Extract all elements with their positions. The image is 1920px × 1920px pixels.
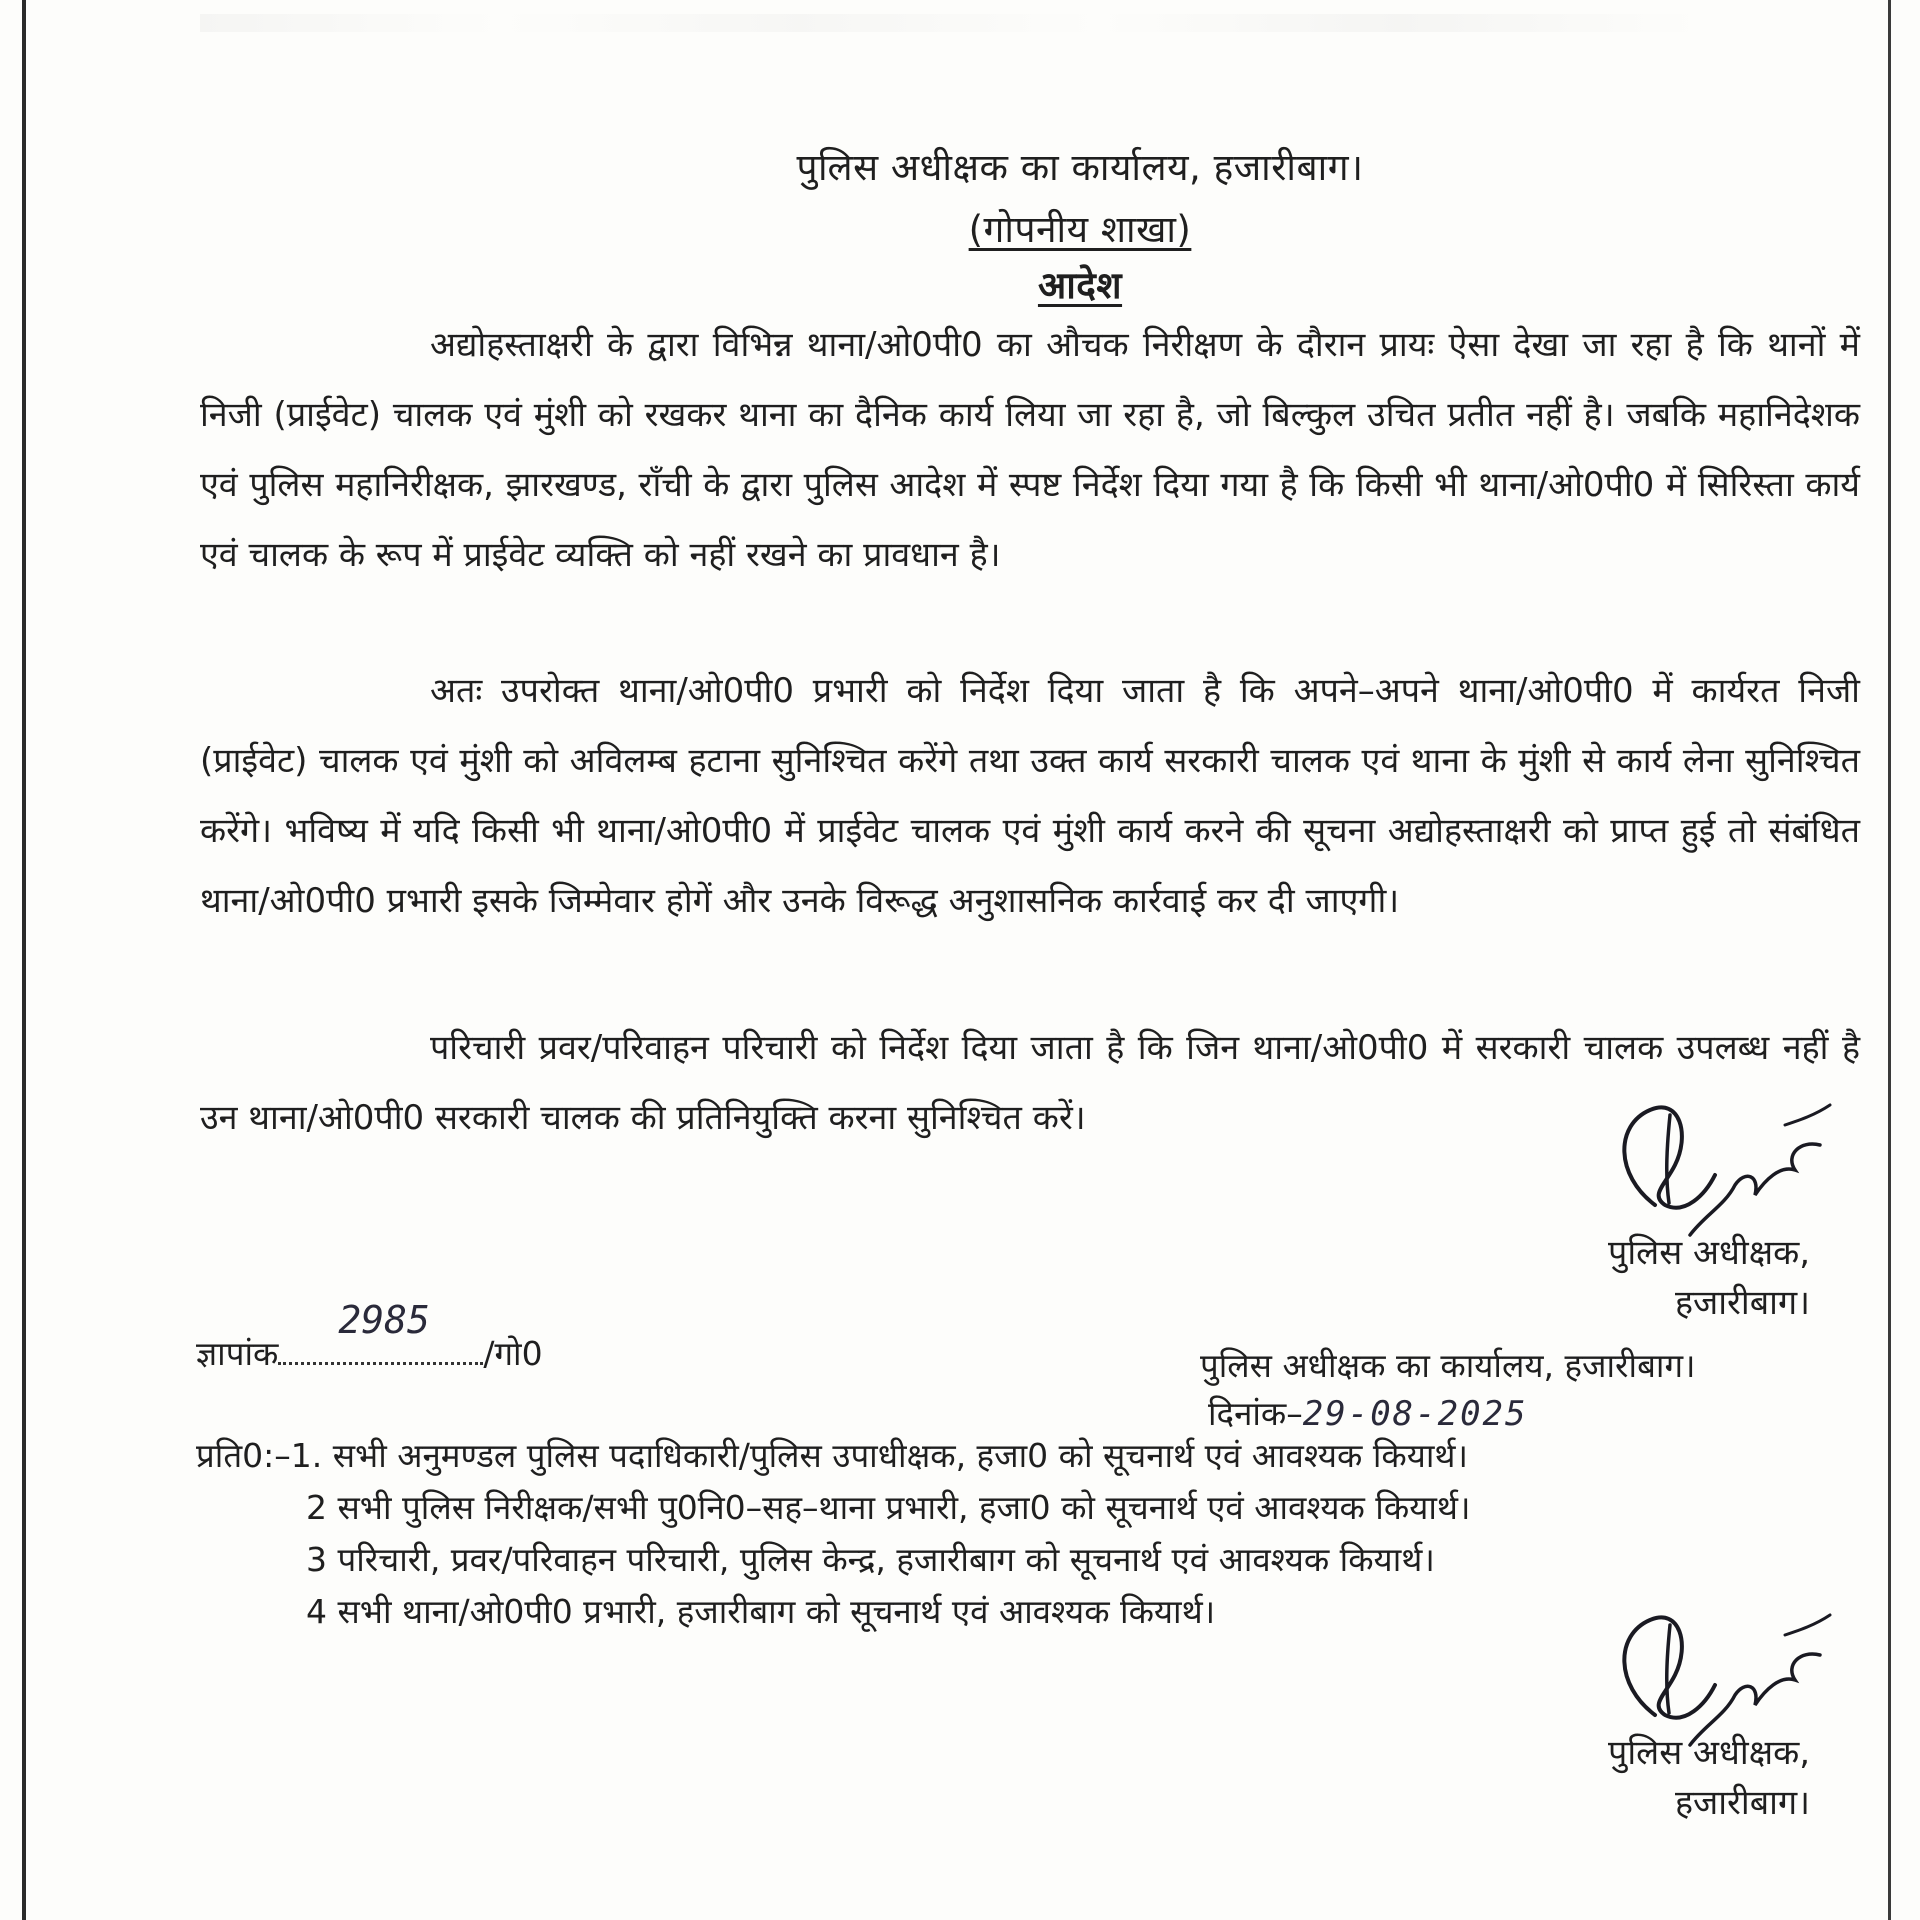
bleed-through-marks xyxy=(200,14,1700,32)
signatory-designation-2: पुलिस अधीक्षक, xyxy=(1608,1733,1810,1773)
date-line xyxy=(1208,1390,1527,1435)
copy-to-item-4: 4 सभी थाना/ओ0पी0 प्रभारी, हजारीबाग को सूचनार्थ एवं आवश्यक कियार्थ। xyxy=(306,1592,1216,1631)
left-border-line xyxy=(22,0,26,1920)
date-value: 29-08-2025 xyxy=(1302,1394,1528,1434)
branch-title-text: (गोपनीय शाखा) xyxy=(968,208,1192,251)
order-title-text: आदेश xyxy=(1037,264,1123,307)
copy-to-prefix: प्रति0:– xyxy=(196,1436,291,1475)
order-paragraph-3: परिचारी प्रवर/परिवाहन परिचारी को निर्देश दिया जाता है कि जिन थाना/ओ0पी0 में सरकारी चालक उपलब्ध नहीं है उन थाना/ओ0पी0 सरकारी चालक की प्रतिनियुक्ति करना सुनिश्चित करें। xyxy=(200,1028,1860,1138)
issuing-office: पुलिस अधीक्षक का कार्यालय, हजारीबाग। xyxy=(1200,1346,1696,1385)
signature-block-2 xyxy=(1480,1728,1810,1828)
office-title: पुलिस अधीक्षक का कार्यालय, हजारीबाग। xyxy=(796,146,1364,189)
memo-number: 2985 xyxy=(338,1298,430,1342)
order-paragraph-2: अतः उपरोक्त थाना/ओ0पी0 प्रभारी को निर्देश दिया जाता है कि अपने–अपने थाना/ओ0पी0 में कार्यरत निजी (प्राईवेट) चालक एवं मुंशी को अविलम्ब हटाना सुनिश्चित करेंगे तथा उक्त कार्य सरकारी चालक एवं थाना के मुंशी से कार्य लेना सुनिश्चित करेंगे। भविष्य में यदि किसी भी थाना/ओ0पी0 में प्राईवेट चालक एवं मुंशी कार्य करने की सूचना अद्योहस्ताक्षरी को प्राप्त हुई तो संबंधित थाना/ओ0पी0 प्रभारी इसके जिम्मेवार होगें और उनके विरूद्ध अनुशासनिक कार्रवाई कर दी जाएगी। xyxy=(200,671,1860,921)
order-title xyxy=(120,258,1920,309)
signatory-place-2: हजारीबाग। xyxy=(1674,1783,1810,1823)
memo-reference xyxy=(196,1298,543,1375)
branch-title xyxy=(120,202,1920,253)
signatory-place: हजारीबाग। xyxy=(1674,1283,1810,1323)
copy-to-item-1 xyxy=(196,1430,1836,1482)
memo-label: ज्ञापांक xyxy=(196,1334,279,1373)
signatory-designation: पुलिस अधीक्षक, xyxy=(1608,1233,1810,1273)
copy-to-item-2: 2 सभी पुलिस निरीक्षक/सभी पु0नि0–सह–थाना प्रभारी, हजा0 को सूचनार्थ एवं आवश्यक कियार्थ। xyxy=(306,1488,1471,1527)
copy-to-list xyxy=(196,1430,1836,1638)
date-label: दिनांक– xyxy=(1208,1394,1303,1433)
memo-number-line xyxy=(278,1298,483,1365)
copy-to-item-text: 1. सभी अनुमण्डल पुलिस पदाधिकारी/पुलिस उपाधीक्षक, हजा0 को सूचनार्थ एवं आवश्यक कियार्थ। xyxy=(290,1436,1469,1475)
order-paragraph-1: अद्योहस्ताक्षरी के द्वारा विभिन्न थाना/ओ0पी0 का औचक निरीक्षण के दौरान प्रायः ऐसा देखा जा रहा है कि थानों में निजी (प्राईवेट) चालक एवं मुंशी को रखकर थाना का दैनिक कार्य लिया जा रहा है, जो बिल्कुल उचित प्रतीत नहीं है। जबकि महानिदेशक एवं पुलिस महानिरीक्षक, झारखण्ड, राँची के द्वारा पुलिस आदेश में स्पष्ट निर्देश दिया गया है कि किसी भी थाना/ओ0पी0 में सिरिस्ता कार्य एवं चालक के रूप में प्राईवेट व्यक्ति को नहीं रखने का प्रावधान है। xyxy=(200,325,1860,575)
copy-to-item-3: 3 परिचारी, प्रवर/परिवाहन परिचारी, पुलिस केन्द्र, हजारीबाग को सूचनार्थ एवं आवश्यक कियार्थ। xyxy=(306,1540,1435,1579)
signature-block-1 xyxy=(1480,1228,1810,1328)
memo-suffix: /गो0 xyxy=(483,1334,543,1373)
